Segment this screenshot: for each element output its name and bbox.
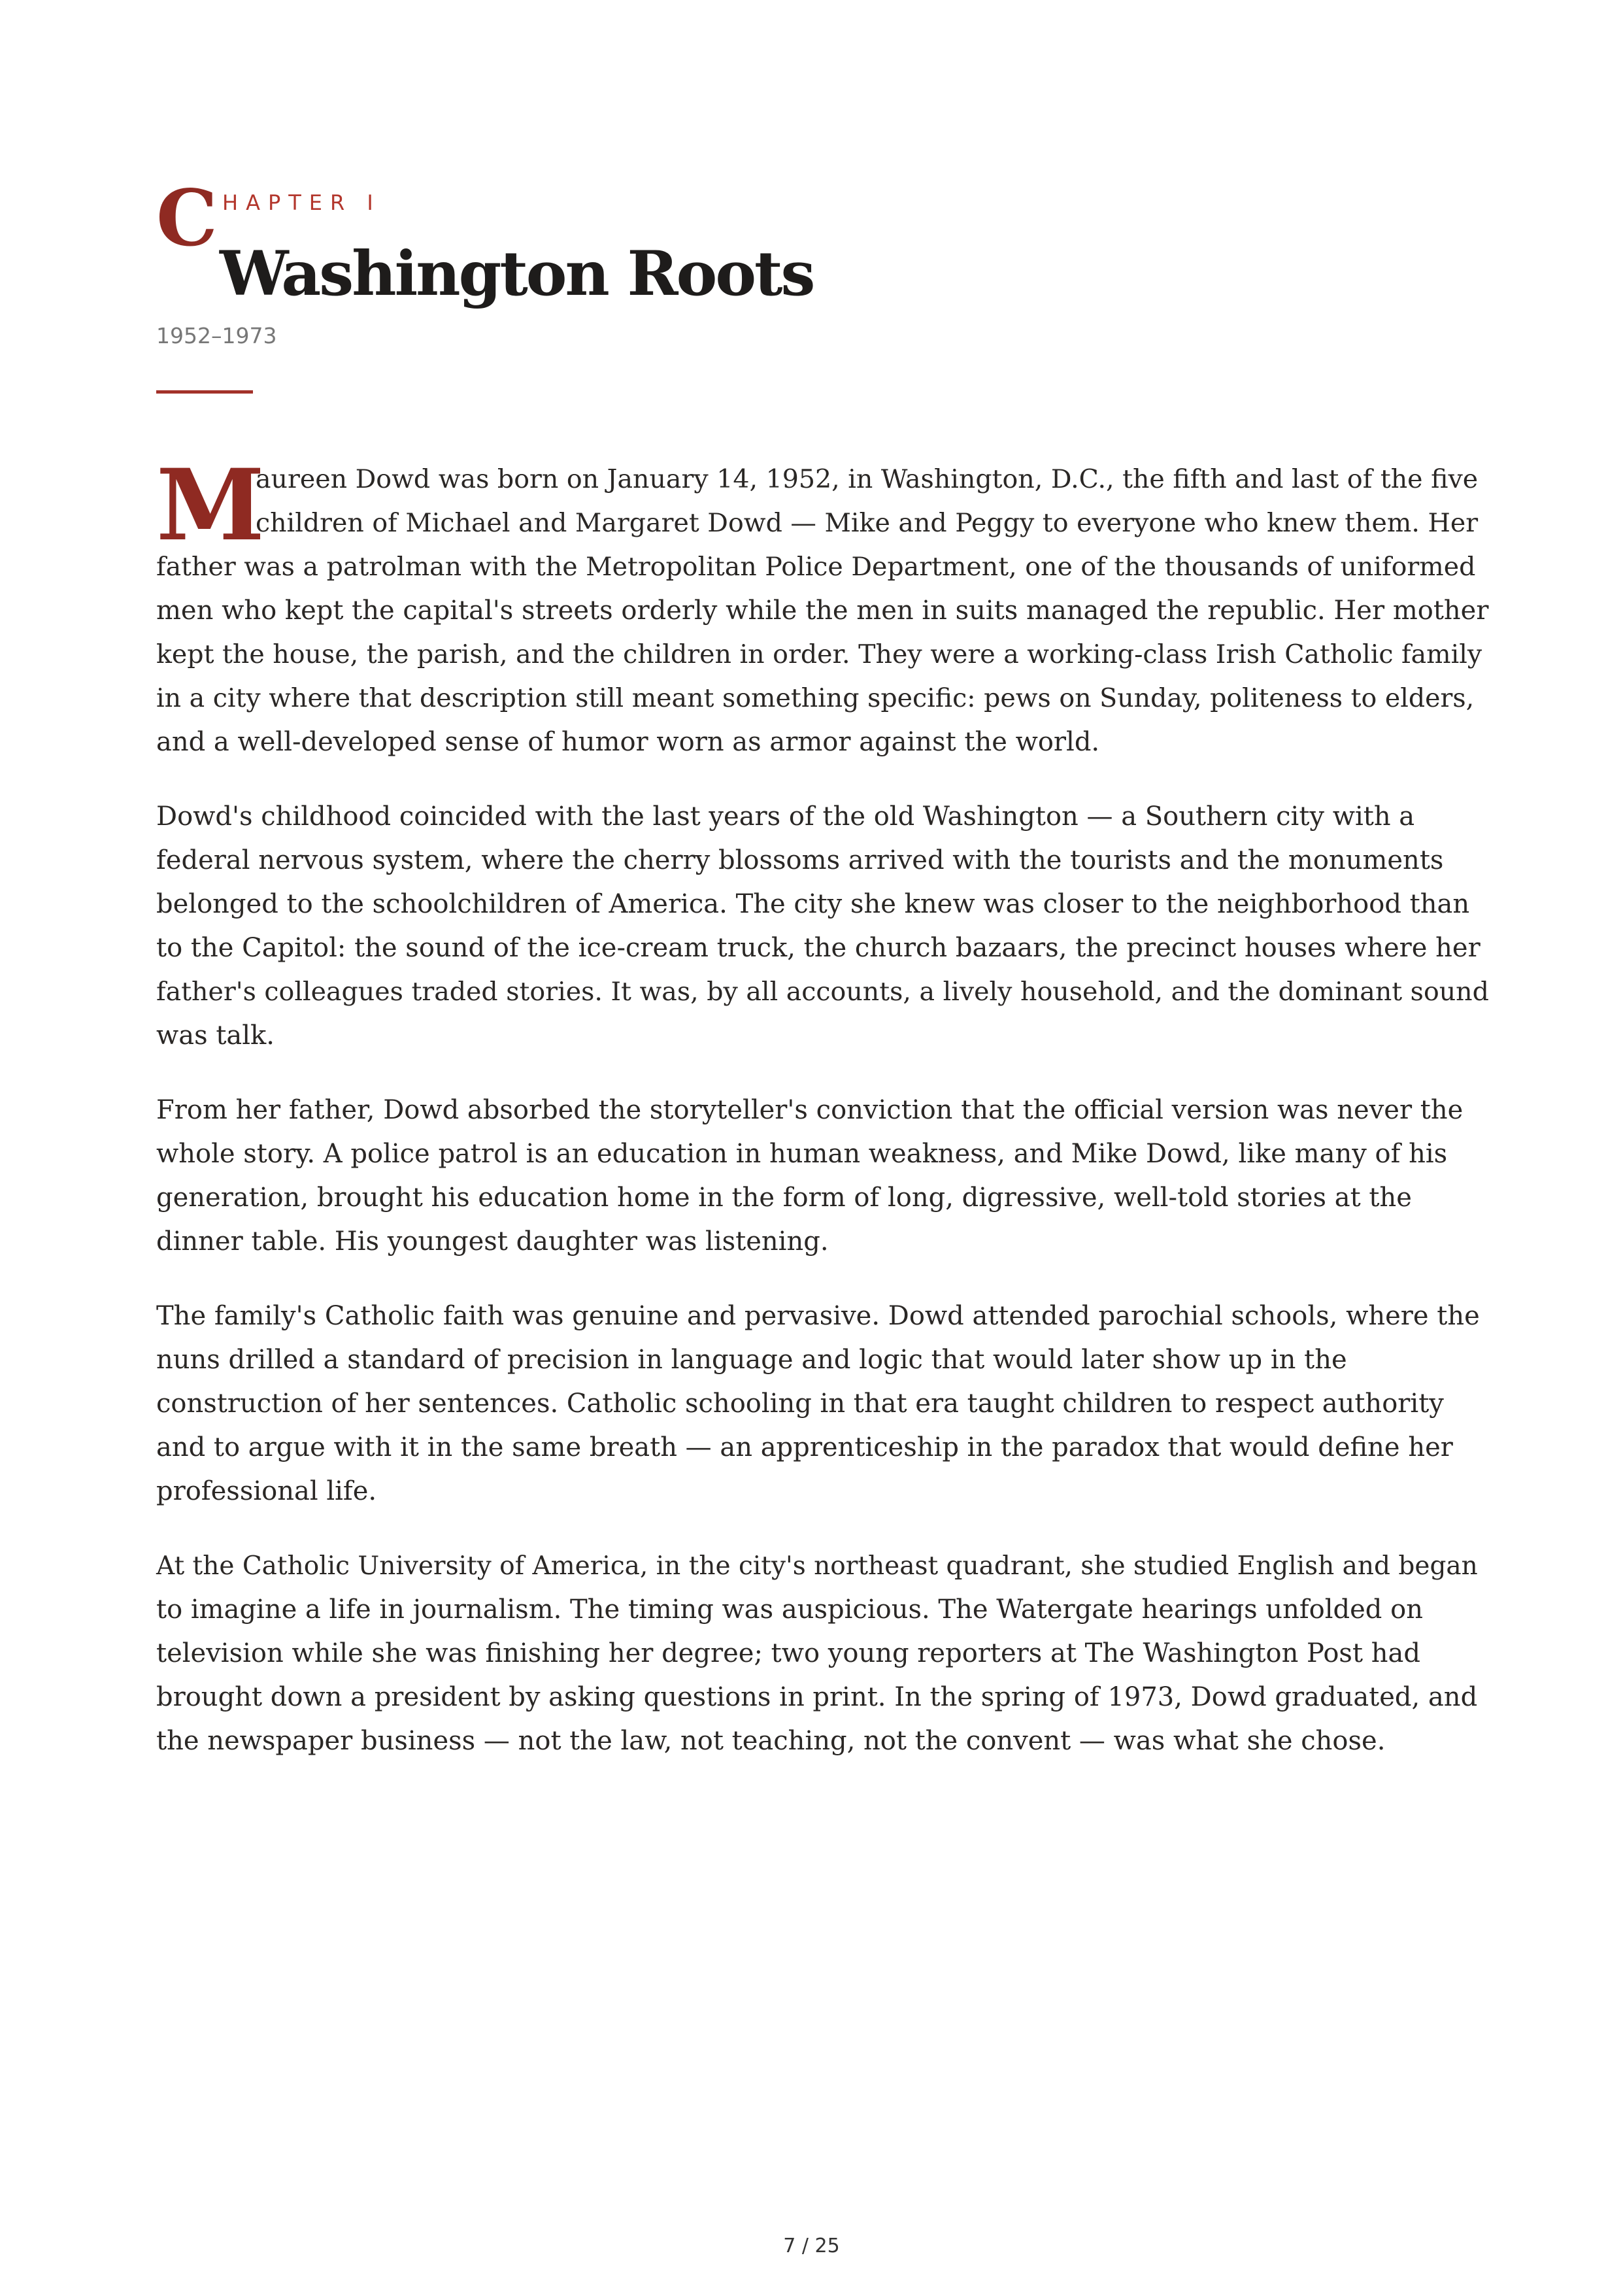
- text-line: the newspaper business — not the law, not teaching, not the convent — was what she chose.: [156, 1726, 1386, 1756]
- text-line: belonged to the schoolchildren of America. The city she knew was closer to the neighborhood than: [156, 889, 1470, 919]
- chapter-title: Washington Roots: [220, 238, 814, 310]
- chapter-kicker: HAPTER I: [222, 190, 381, 215]
- text-line: federal nervous system, where the cherry blossoms arrived with the tourists and the monuments: [156, 845, 1444, 875]
- text-line: men who kept the capital's streets orderly while the men in suits managed the republic. Her mother: [156, 596, 1489, 626]
- chapter-divider: [156, 390, 253, 394]
- text-line: Dowd's childhood coincided with the last years of the old Washington — a Southern city with a: [156, 802, 1415, 832]
- text-line: nuns drilled a standard of precision in language and logic that would later show up in the: [156, 1345, 1347, 1375]
- text-line: At the Catholic University of America, in the city's northeast quadrant, she studied English and began: [156, 1551, 1478, 1581]
- paragraph-5: [156, 1544, 1490, 1763]
- text-line: whole story. A police patrol is an education in human weakness, and Mike Dowd, like many of his: [156, 1139, 1448, 1169]
- text-line: aureen Dowd was born on January 14, 1952, in Washington, D.C., the fifth and last of the five: [256, 464, 1479, 494]
- text-line: generation, brought his education home in the form of long, digressive, well-told stories at the: [156, 1183, 1412, 1213]
- text-line: to imagine a life in journalism. The timing was auspicious. The Watergate hearings unfolded on: [156, 1595, 1423, 1625]
- chapter-initial: C: [156, 173, 218, 263]
- text-line: father's colleagues traded stories. It was, by all accounts, a lively household, and the dominant sound: [156, 977, 1489, 1007]
- paragraph-2: [156, 795, 1490, 1058]
- text-line: to the Capitol: the sound of the ice-cream truck, the church bazaars, the precinct houses where her: [156, 933, 1481, 963]
- text-line: was talk.: [156, 1021, 275, 1051]
- text-line: in a city where that description still meant something specific: pews on Sunday, politeness to elders,: [156, 683, 1475, 713]
- chapter-body: [156, 448, 1490, 1794]
- text-line: brought down a president by asking questions in print. In the spring of 1973, Dowd graduated, and: [156, 1682, 1478, 1712]
- text-line: professional life.: [156, 1476, 377, 1506]
- paragraph-1: [156, 448, 1490, 764]
- text-line: kept the house, the parish, and the children in order. They were a working-class Irish Catholic family: [156, 639, 1482, 669]
- text-line: dinner table. His youngest daughter was listening.: [156, 1226, 829, 1257]
- text-line: children of Michael and Margaret Dowd — Mike and Peggy to everyone who knew them. Her: [256, 508, 1479, 538]
- text-line: The family's Catholic faith was genuine and pervasive. Dowd attended parochial schools, where the: [156, 1301, 1480, 1331]
- chapter-years: 1952–1973: [156, 323, 277, 348]
- text-line: and to argue with it in the same breath — an apprenticeship in the paradox that would define her: [156, 1432, 1453, 1462]
- text-line: father was a patrolman with the Metropolitan Police Department, one of the thousands of uniformed: [156, 552, 1476, 582]
- paragraph-4: [156, 1294, 1490, 1513]
- page-number: 7 / 25: [783, 2235, 840, 2257]
- drop-cap: M: [156, 448, 265, 563]
- text-line: and a well-developed sense of humor worn as armor against the world.: [156, 727, 1100, 757]
- text-line: television while she was finishing her degree; two young reporters at The Washington Post had: [156, 1638, 1420, 1668]
- paragraph-3: [156, 1089, 1490, 1264]
- text-line: construction of her sentences. Catholic schooling in that era taught children to respect authority: [156, 1389, 1444, 1419]
- text-line: From her father, Dowd absorbed the storyteller's conviction that the official version was never the: [156, 1095, 1464, 1125]
